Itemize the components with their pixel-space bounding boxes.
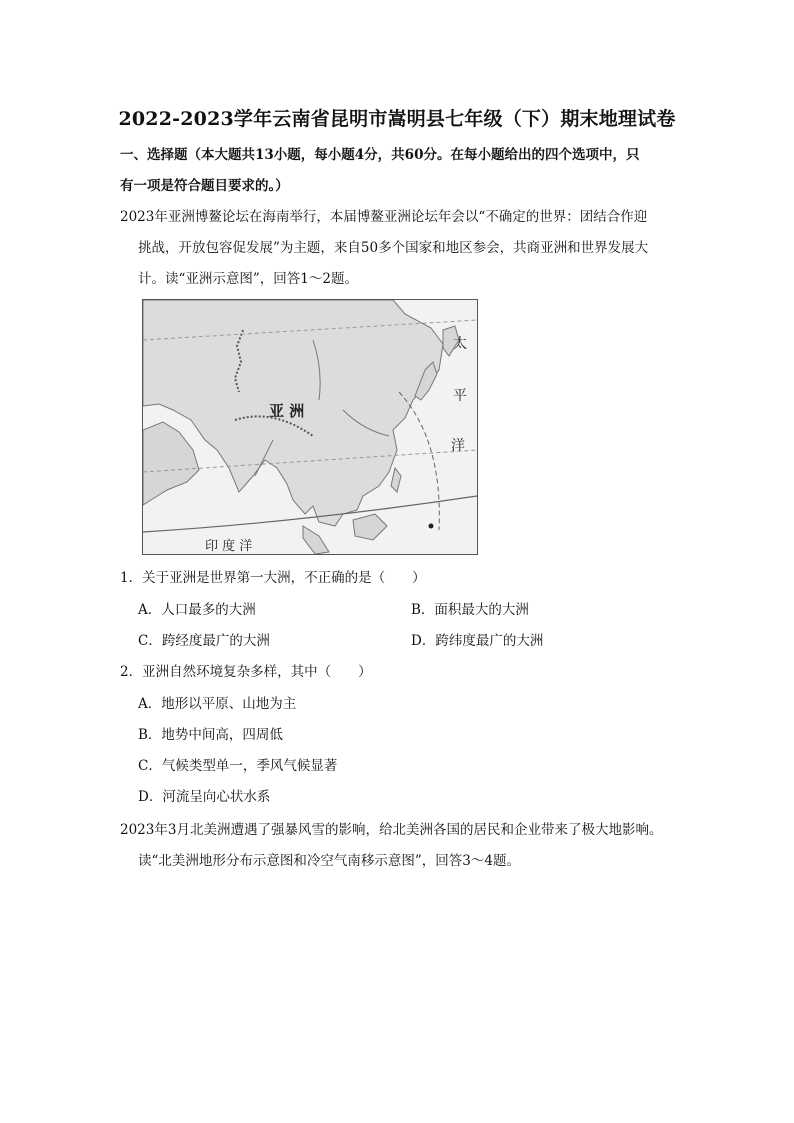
q1-option-c: C．跨经度最广的大洲 <box>138 633 270 649</box>
location-dot <box>429 524 434 529</box>
map-label-indian-ocean: 印 度 洋 <box>205 539 253 554</box>
map-label-pacific-2: 平 <box>453 388 467 404</box>
q2-option-b: B．地势中间高，四周低 <box>138 727 283 743</box>
intro-1-line-2: 挑战，开放包容促发展”为主题，来自50多个国家和地区参会，共商亚洲和世界发展大 <box>138 240 649 256</box>
intro-2-line-2: 读“北美洲地形分布示意图和冷空气南移示意图”，回答3～4题。 <box>138 853 520 869</box>
map-label-asia: 亚 洲 <box>269 402 305 420</box>
question-1-stem: 1．关于亚洲是世界第一大洲，不正确的是（ ） <box>120 570 426 586</box>
map-label-pacific-1: 太 <box>453 336 467 352</box>
q1-option-d: D．跨纬度最广的大洲 <box>411 633 544 649</box>
asia-map-figure <box>142 299 478 555</box>
page-title: 2022-2023学年云南省昆明市嵩明县七年级（下）期末地理试卷 <box>118 108 676 130</box>
map-label-pacific-3: 洋 <box>451 438 465 454</box>
question-2-stem: 2．亚洲自然环境复杂多样，其中（ ） <box>120 664 372 680</box>
section-heading-line-1: 一、选择题（本大题共13小题，每小题4分，共60分。在每小题给出的四个选项中，只 <box>120 147 640 163</box>
q1-option-b: B．面积最大的大洲 <box>411 602 529 618</box>
intro-1-line-1: 2023年亚洲博鳌论坛在海南举行，本届博鳌亚洲论坛年会以“不确定的世界：团结合作迎 <box>120 209 648 225</box>
q1-option-a: A．人口最多的大洲 <box>138 602 256 618</box>
section-heading <box>120 140 680 202</box>
intro-passage-2 <box>120 815 700 877</box>
intro-passage-1 <box>120 202 690 295</box>
section-heading-line-2: 有一项是符合题目要求的。） <box>120 178 289 194</box>
intro-1-line-3: 计。读“亚洲示意图”，回答1～2题。 <box>138 271 358 287</box>
q2-option-d: D．河流呈向心状水系 <box>138 789 271 805</box>
q2-option-c: C．气候类型单一，季风气候显著 <box>138 758 338 774</box>
q2-option-a: A．地形以平原、山地为主 <box>138 696 297 712</box>
intro-2-line-1: 2023年3月北美洲遭遇了强暴风雪的影响，给北美洲各国的居民和企业带来了极大地影响。 <box>120 822 663 838</box>
asia-map-svg <box>143 300 477 554</box>
